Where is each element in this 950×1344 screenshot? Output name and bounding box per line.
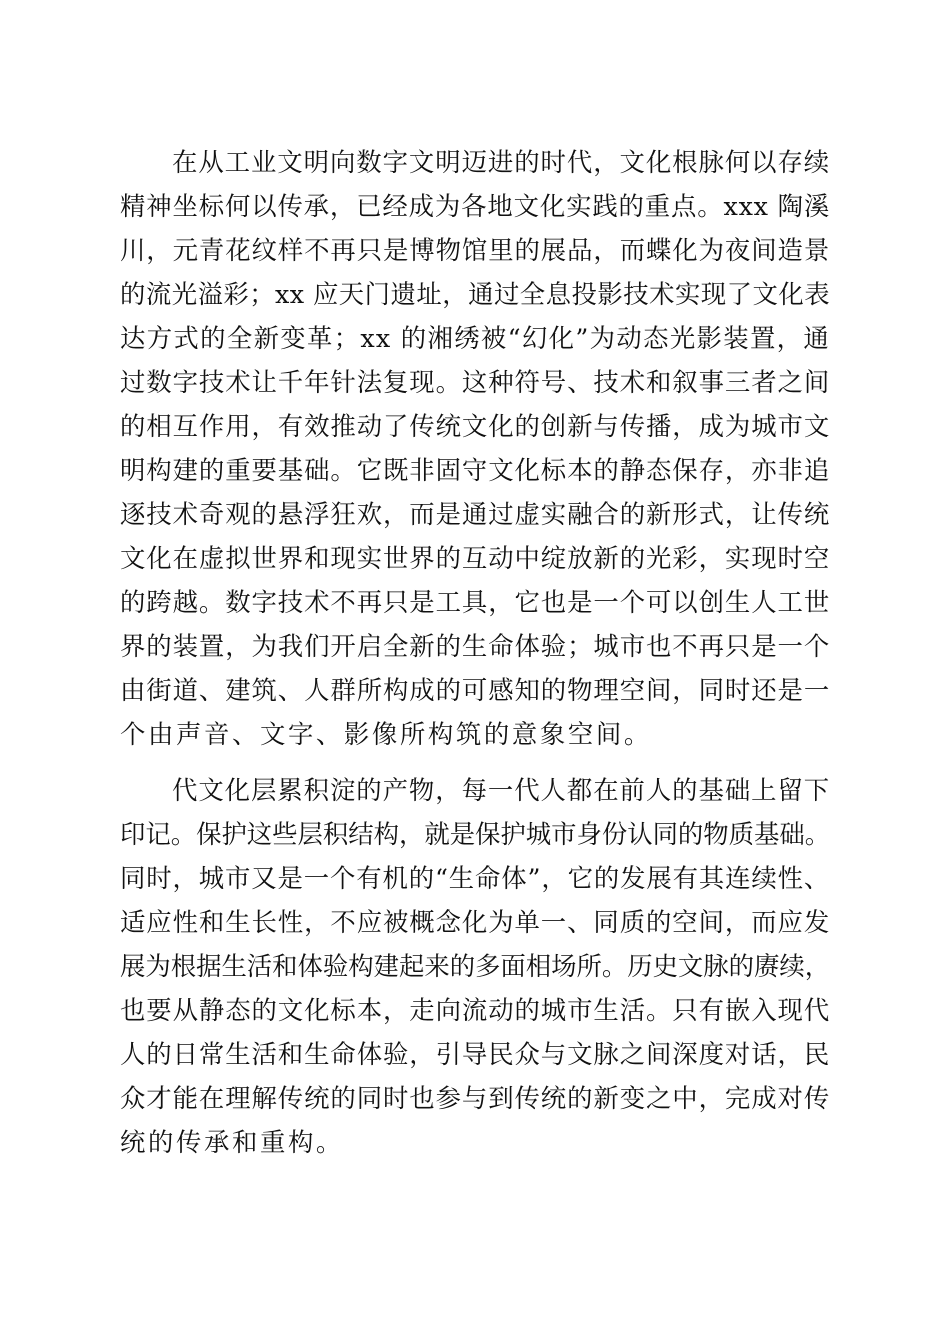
paragraph-line: 众才能在理解传统的同时也参与到传统的新变之中，完成对传 [120, 1083, 830, 1113]
paragraph-line: 人的日常生活和生命体验，引导民众与文脉之间深度对话，民 [120, 1039, 830, 1069]
paragraph-line: 展为根据生活和体验构建起来的多面相场所。历史文脉的赓续， [120, 951, 830, 981]
paragraph-line: 界的装置，为我们开启全新的生命体验；城市也不再只是一个 [120, 631, 830, 661]
paragraph-line: 的流光溢彩；xx 应天门遗址，通过全息投影技术实现了文化表 [120, 279, 830, 309]
paragraph-line: 同时，城市又是一个有机的“生命体”，它的发展有其连续性、 [120, 863, 830, 893]
paragraph-line: 统的传承和重构。 [120, 1127, 344, 1157]
paragraph-2 [120, 768, 830, 1164]
paragraph-line: 印记。保护这些层积结构，就是保护城市身份认同的物质基础。 [120, 819, 830, 849]
paragraph-line: 也要从静态的文化标本，走向流动的城市生活。只有嵌入现代 [120, 995, 830, 1025]
paragraph-line: 适应性和生长性，不应被概念化为单一、同质的空间，而应发 [120, 907, 830, 937]
paragraph-line: 过数字技术让千年针法复现。这种符号、技术和叙事三者之间 [120, 367, 830, 397]
paragraph-line: 逐技术奇观的悬浮狂欢，而是通过虚实融合的新形式，让传统 [120, 499, 830, 529]
paragraph-line: 个由声音、文字、影像所构筑的意象空间。 [120, 719, 652, 749]
paragraph-line: 的跨越。数字技术不再只是工具，它也是一个可以创生人工世 [120, 587, 830, 617]
paragraph-line: 由街道、建筑、人群所构成的可感知的物理空间，同时还是一 [120, 675, 830, 705]
paragraph-line: 明构建的重要基础。它既非固守文化标本的静态保存，亦非追 [120, 455, 830, 485]
paragraph-line: 川，元青花纹样不再只是博物馆里的展品，而蝶化为夜间造景 [120, 235, 830, 265]
paragraph-line: 的相互作用，有效推动了传统文化的创新与传播，成为城市文 [120, 411, 830, 441]
paragraph-1 [120, 140, 830, 756]
paragraph-line: 代文化层累积淀的产物，每一代人都在前人的基础上留下 [172, 775, 830, 805]
paragraph-line: 文化在虚拟世界和现实世界的互动中绽放新的光彩，实现时空 [120, 543, 830, 573]
paragraph-line: 在从工业文明向数字文明迈进的时代，文化根脉何以存续 [172, 147, 830, 177]
paragraph-line: 达方式的全新变革；xx 的湘绣被“幻化”为动态光影装置，通 [120, 323, 830, 353]
paragraph-line: 精神坐标何以传承，已经成为各地文化实践的重点。xxx 陶溪 [120, 191, 830, 221]
